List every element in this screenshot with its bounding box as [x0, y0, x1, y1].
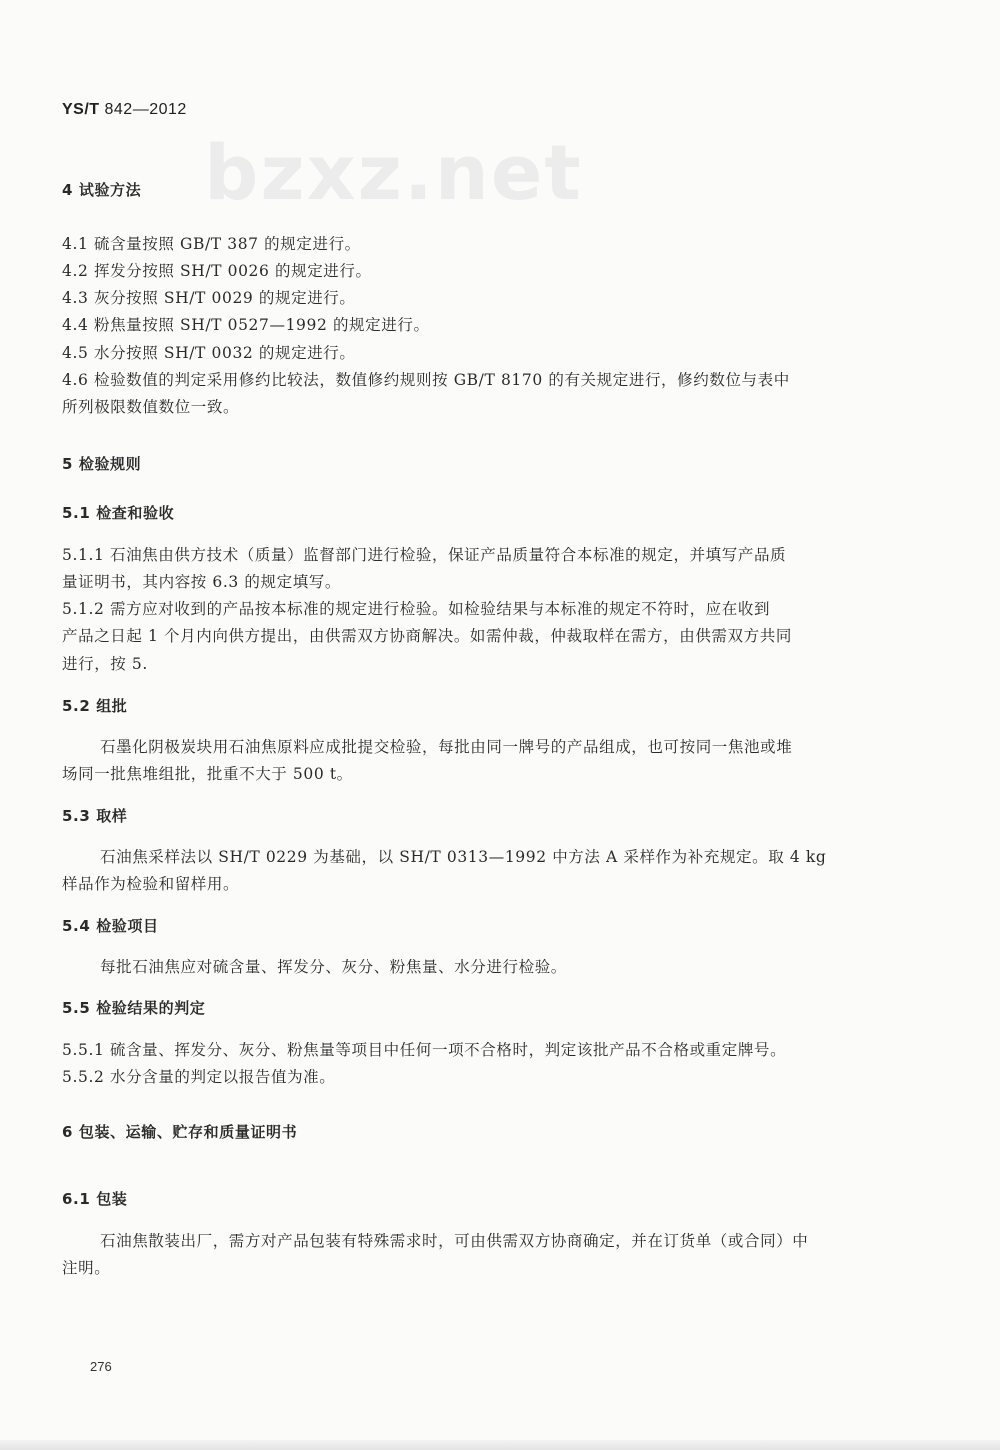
clause-text: 4.3 灰分按照 SH/T 0029 的规定进行。 — [62, 289, 356, 307]
paragraph-text: 石油焦散装出厂，需方对产品包装有特殊需求时，可由供需双方协商确定，并在订货单（或合同）中 — [100, 1232, 809, 1250]
clause-text: 5.5.2 水分含量的判定以报告值为准。 — [62, 1068, 336, 1086]
subsection-heading: 5.5 检验结果的判定 — [62, 999, 206, 1017]
paragraph-text: 样品作为检验和留样用。 — [62, 875, 240, 893]
paragraph-text: 石墨化阴极炭块用石油焦原料应成批提交检验，每批由同一牌号的产品组成，也可按同一焦池或堆 — [100, 738, 793, 756]
section-heading: 5 检验规则 — [62, 455, 142, 473]
clause-text: 所列极限数值数位一致。 — [62, 398, 240, 416]
paragraph-text: 每批石油焦应对硫含量、挥发分、灰分、粉焦量、水分进行检验。 — [100, 958, 567, 976]
clause-text: 5.1.2 需方应对收到的产品按本标准的规定进行检验。如检验结果与本标准的规定不符时，应在收到 — [62, 600, 771, 618]
clause-text: 5.5.1 硫含量、挥发分、灰分、粉焦量等项目中任何一项不合格时，判定该批产品不合格或重定牌号。 — [62, 1041, 787, 1059]
page-bottom-edge — [0, 1440, 1000, 1450]
clause-text: 5.1.1 石油焦由供方技术（质量）监督部门进行检验，保证产品质量符合本标准的规定，并填写产品质 — [62, 546, 787, 564]
subsection-heading: 5.3 取样 — [62, 807, 128, 825]
paragraph-text: 场同一批焦堆组批，批重不大于 500 t。 — [62, 765, 353, 783]
clause-text: 4.6 检验数值的判定采用修约比较法，数值修约规则按 GB/T 8170 的有关规定进行，修约数位与表中 — [62, 371, 790, 389]
section-heading: 6 包装、运输、贮存和质量证明书 — [62, 1123, 298, 1141]
standard-code: YS/T 842—2012 — [62, 101, 187, 118]
clause-text: 产品之日起 1 个月内向供方提出，由供需双方协商解决。如需仲裁，仲裁取样在需方，由供需双方共同 — [62, 627, 792, 645]
clause-text: 进行，按 5. — [62, 655, 148, 673]
section-heading: 4 试验方法 — [62, 181, 142, 199]
subsection-heading: 5.4 检验项目 — [62, 917, 159, 935]
clause-text: 4.1 硫含量按照 GB/T 387 的规定进行。 — [62, 235, 361, 253]
watermark-text: bzxz.net — [204, 128, 583, 217]
clause-text: 4.5 水分按照 SH/T 0032 的规定进行。 — [62, 344, 356, 362]
subsection-heading: 5.2 组批 — [62, 697, 128, 715]
paragraph-text: 石油焦采样法以 SH/T 0229 为基础，以 SH/T 0313—1992 中方法 A 采样作为补充规定。取 4 kg — [100, 848, 827, 866]
paragraph-text: 注明。 — [62, 1259, 111, 1277]
clause-text: 4.4 粉焦量按照 SH/T 0527—1992 的规定进行。 — [62, 316, 430, 334]
page-number: 276 — [90, 1359, 112, 1374]
subsection-heading: 5.1 检查和验收 — [62, 504, 175, 522]
subsection-heading: 6.1 包装 — [62, 1190, 128, 1208]
clause-text: 4.2 挥发分按照 SH/T 0026 的规定进行。 — [62, 262, 372, 280]
clause-text: 量证明书，其内容按 6.3 的规定填写。 — [62, 573, 342, 591]
